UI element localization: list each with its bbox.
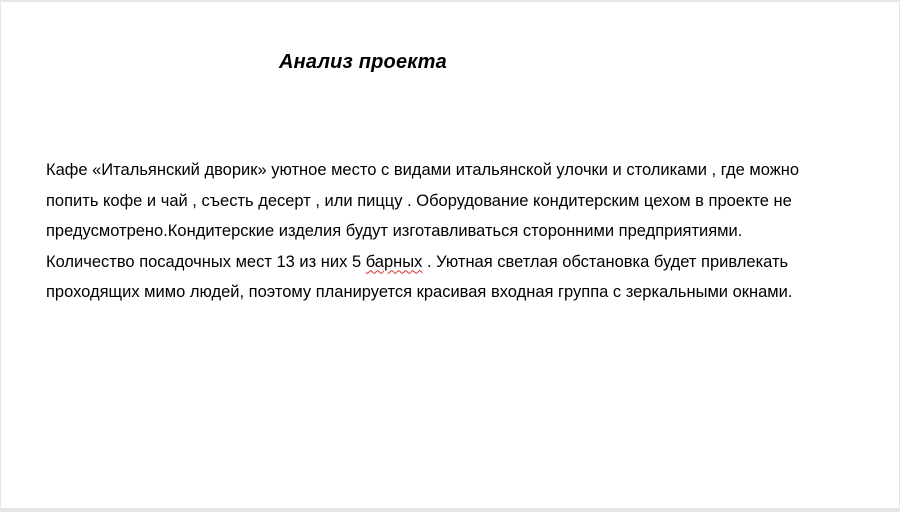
body-paragraph xyxy=(46,155,866,308)
paragraph-line-1: Кафе «Итальянский дворик» уютное место с видами итальянской улочки и столиками , где можно xyxy=(46,161,800,179)
paragraph-line-4 xyxy=(46,247,866,278)
paragraph-line-3: предусмотрено.Кондитерские изделия будут изготавливаться сторонними предприятиями. xyxy=(46,222,743,240)
paragraph-line-2: попить кофе и чай , съесть десерт , или пиццу . Оборудование кондитерским цехом в проекте не xyxy=(46,191,792,210)
paragraph-line-4-end: . Уютная светлая обстановка будет привлекать xyxy=(422,252,789,271)
paragraph-line-5: проходящих мимо людей, поэтому планируется красивая входная группа с зеркальными окнами. xyxy=(46,283,793,301)
misspelled-word[interactable]: барных xyxy=(365,252,423,271)
document-title: Анализ проекта xyxy=(279,51,447,73)
paragraph-line-4-start: Количество посадочных мест 13 из них 5 xyxy=(46,252,366,271)
document-page xyxy=(1,2,899,508)
